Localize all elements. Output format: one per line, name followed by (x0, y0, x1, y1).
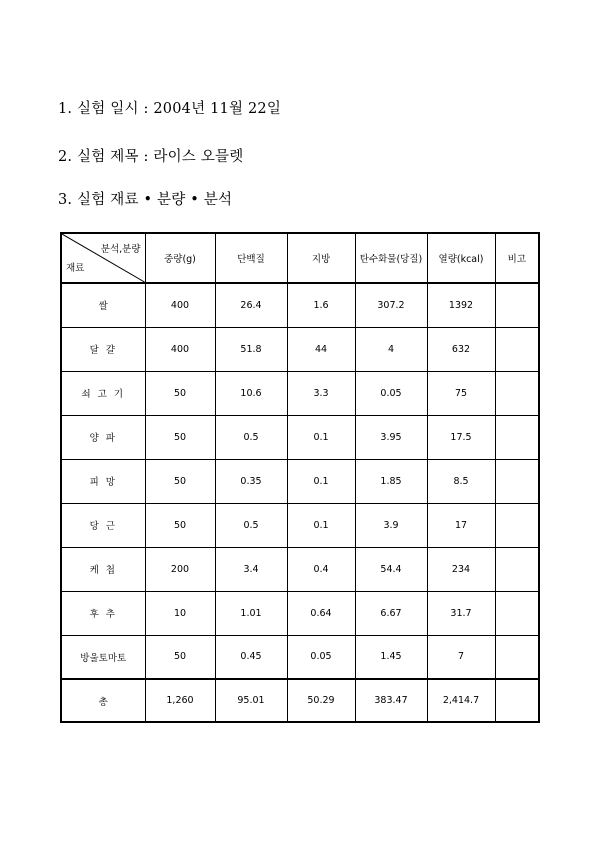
carb-cell: 0.05 (355, 371, 427, 415)
note-cell (495, 591, 539, 635)
total-note-cell (495, 679, 539, 722)
ingredient-name: 당 근 (61, 503, 145, 547)
nutrition-table (60, 232, 540, 723)
weight-cell: 50 (145, 635, 215, 679)
column-header-carb: 탄수화물(당질) (355, 233, 427, 283)
note-cell (495, 415, 539, 459)
total-label: 총 (61, 679, 145, 722)
note-cell (495, 459, 539, 503)
fat-cell: 1.6 (287, 283, 355, 327)
table-row (61, 503, 539, 547)
ingredient-name: 쇠 고 기 (61, 371, 145, 415)
table-row (61, 327, 539, 371)
carb-cell: 3.95 (355, 415, 427, 459)
ingredient-name: 방울토마토 (61, 635, 145, 679)
ingredient-name: 쌀 (61, 283, 145, 327)
table-row (61, 547, 539, 591)
column-header-weight: 중량(g) (145, 233, 215, 283)
fat-cell: 0.64 (287, 591, 355, 635)
kcal-cell: 17.5 (427, 415, 495, 459)
fat-cell: 0.1 (287, 415, 355, 459)
ingredient-name: 양 파 (61, 415, 145, 459)
weight-cell: 50 (145, 415, 215, 459)
note-cell (495, 283, 539, 327)
fat-cell: 3.3 (287, 371, 355, 415)
carb-cell: 54.4 (355, 547, 427, 591)
note-cell (495, 547, 539, 591)
ingredient-name: 케 첩 (61, 547, 145, 591)
kcal-cell: 234 (427, 547, 495, 591)
protein-cell: 1.01 (215, 591, 287, 635)
kcal-cell: 632 (427, 327, 495, 371)
kcal-cell: 8.5 (427, 459, 495, 503)
total-protein-cell: 95.01 (215, 679, 287, 722)
fat-cell: 44 (287, 327, 355, 371)
note-cell (495, 635, 539, 679)
total-weight-cell: 1,260 (145, 679, 215, 722)
kcal-cell: 7 (427, 635, 495, 679)
carb-cell: 1.85 (355, 459, 427, 503)
fat-cell: 0.05 (287, 635, 355, 679)
fat-cell: 0.4 (287, 547, 355, 591)
kcal-cell: 1392 (427, 283, 495, 327)
weight-cell: 400 (145, 283, 215, 327)
ingredient-name: 달 걀 (61, 327, 145, 371)
column-header-kcal: 열량(kcal) (427, 233, 495, 283)
protein-cell: 0.45 (215, 635, 287, 679)
corner-bottom-label: 재료 (66, 263, 85, 274)
table-row (61, 415, 539, 459)
table-row (61, 459, 539, 503)
experiment-title-heading: 2. 실험 제목 : 라이스 오믈렛 (58, 149, 244, 165)
ingredient-name: 후 추 (61, 591, 145, 635)
column-header-protein: 단백질 (215, 233, 287, 283)
protein-cell: 26.4 (215, 283, 287, 327)
weight-cell: 200 (145, 547, 215, 591)
protein-cell: 0.35 (215, 459, 287, 503)
carb-cell: 1.45 (355, 635, 427, 679)
weight-cell: 50 (145, 371, 215, 415)
corner-header-cell (61, 233, 145, 283)
table-row (61, 635, 539, 679)
carb-cell: 4 (355, 327, 427, 371)
table-row (61, 591, 539, 635)
weight-cell: 50 (145, 459, 215, 503)
experiment-date-heading: 1. 실험 일시 : 2004년 11월 22일 (58, 101, 282, 117)
protein-cell: 0.5 (215, 415, 287, 459)
weight-cell: 10 (145, 591, 215, 635)
fat-cell: 0.1 (287, 459, 355, 503)
total-carb-cell: 383.47 (355, 679, 427, 722)
kcal-cell: 31.7 (427, 591, 495, 635)
kcal-cell: 75 (427, 371, 495, 415)
table-row (61, 371, 539, 415)
column-header-fat: 지방 (287, 233, 355, 283)
note-cell (495, 327, 539, 371)
fat-cell: 0.1 (287, 503, 355, 547)
total-row (61, 679, 539, 722)
total-kcal-cell: 2,414.7 (427, 679, 495, 722)
carb-cell: 307.2 (355, 283, 427, 327)
experiment-materials-heading: 3. 실험 재료 • 분량 • 분석 (58, 192, 233, 208)
table-row (61, 283, 539, 327)
column-header-note: 비고 (495, 233, 539, 283)
protein-cell: 3.4 (215, 547, 287, 591)
ingredient-name: 피 망 (61, 459, 145, 503)
protein-cell: 0.5 (215, 503, 287, 547)
total-fat-cell: 50.29 (287, 679, 355, 722)
protein-cell: 10.6 (215, 371, 287, 415)
corner-top-label: 분석,분량 (100, 244, 141, 255)
weight-cell: 50 (145, 503, 215, 547)
protein-cell: 51.8 (215, 327, 287, 371)
weight-cell: 400 (145, 327, 215, 371)
carb-cell: 6.67 (355, 591, 427, 635)
note-cell (495, 503, 539, 547)
table-header-row (61, 233, 539, 283)
carb-cell: 3.9 (355, 503, 427, 547)
kcal-cell: 17 (427, 503, 495, 547)
note-cell (495, 371, 539, 415)
